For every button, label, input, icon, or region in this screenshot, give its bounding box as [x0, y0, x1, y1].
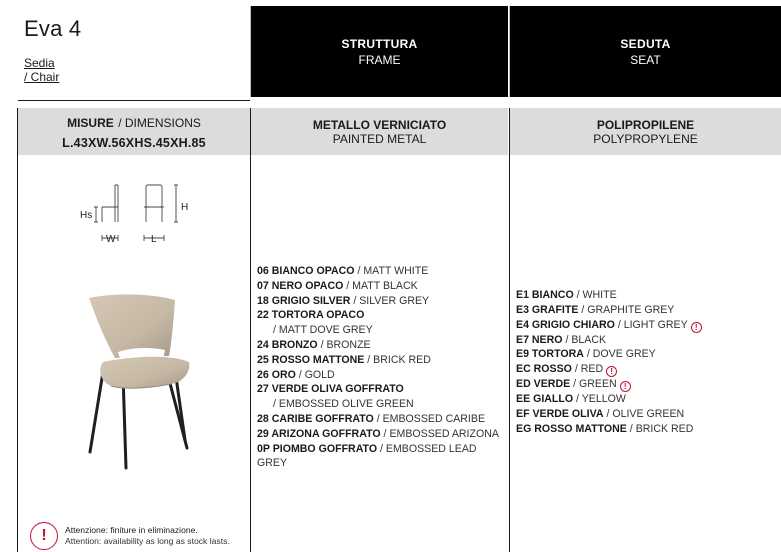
hs-label: Hs — [80, 210, 93, 221]
color-code: 18 GRIGIO SILVER — [257, 294, 351, 307]
color-code: 0P PIOMBO GOFFRATO — [257, 442, 378, 455]
column-border — [17, 108, 18, 552]
frame-color-list — [257, 264, 507, 471]
dimensions-header — [18, 108, 250, 155]
seat-header-it: SEDUTA — [620, 36, 671, 51]
seat-header — [510, 6, 781, 97]
color-name-en: / MATT WHITE — [354, 265, 429, 277]
color-list-item — [516, 288, 778, 303]
header-divider — [250, 6, 251, 97]
warning-icon: ! — [620, 381, 631, 392]
color-name-en: / BRONZE — [317, 338, 371, 351]
warning-icon: ! — [606, 366, 617, 377]
h-label: H — [181, 202, 189, 213]
product-title-block — [24, 16, 244, 84]
color-name-en: / EMBOSSED OLIVE GREEN — [273, 398, 414, 411]
color-code: EE GIALLO — [516, 393, 574, 406]
color-code: 22 TORTORA OPACO — [257, 309, 365, 322]
frame-header-en: FRAME — [358, 52, 401, 67]
color-name-en: / MATT DOVE GREY — [273, 324, 373, 337]
frame-material-en: PAINTED METAL — [332, 131, 427, 146]
color-name-en: / OLIVE GREEN — [603, 407, 685, 420]
w-label: W — [106, 234, 116, 245]
color-name-en: / EMBOSSED ARIZONA — [380, 427, 499, 440]
discontinued-warning — [30, 522, 248, 550]
color-code: EC ROSSO — [516, 363, 572, 376]
chair-photo — [63, 290, 213, 490]
color-name-en: / GRAPHITE GREY — [578, 303, 675, 316]
chair-front-view-icon — [144, 185, 164, 222]
color-list-item — [257, 264, 507, 279]
dimension-drawing — [78, 182, 198, 252]
frame-header-it: STRUTTURA — [341, 36, 418, 51]
seat-header-en: SEAT — [630, 52, 661, 67]
product-type-en[interactable]: / Chair — [24, 70, 60, 84]
dimensions-label-it: MISURE — [67, 115, 114, 130]
color-list-item — [257, 338, 507, 353]
color-name-en: / YELLOW — [573, 393, 626, 406]
color-code: 24 BRONZO — [257, 338, 318, 351]
product-title: Eva 4 — [24, 16, 82, 41]
color-code: 28 CARIBE GOFFRATO — [257, 412, 374, 425]
color-code: 07 NERO OPACO — [257, 279, 344, 292]
color-list-item — [257, 323, 507, 338]
color-name-en: / DOVE GREY — [583, 348, 656, 361]
color-list-item — [257, 308, 507, 323]
seat-color-list — [516, 288, 778, 437]
warning-text-it: Attenzione: finiture in eliminazione. — [65, 525, 198, 535]
color-name-en: / WHITE — [573, 289, 617, 301]
color-code: 06 BIANCO OPACO — [257, 265, 355, 277]
color-list-item — [516, 422, 778, 437]
color-name-en: / SILVER GREY — [350, 294, 430, 307]
color-name-en: / EMBOSSED LEAD GREY — [257, 442, 477, 470]
color-list-item — [257, 294, 507, 309]
color-list-item — [257, 279, 507, 294]
header-divider — [509, 6, 510, 97]
color-code: E9 TORTORA — [516, 348, 584, 361]
color-code: E3 GRAFITE — [516, 303, 579, 316]
column-border — [509, 108, 510, 552]
color-name-en: / EMBOSSED CARIBE — [373, 412, 486, 425]
color-list-item — [516, 407, 778, 422]
dimensions-value: L.43XW.56XHS.45XH.85 — [62, 135, 206, 150]
color-name-en: / GREEN — [570, 378, 617, 391]
frame-material-header — [251, 108, 508, 155]
color-name-en: / RED — [571, 363, 604, 376]
color-code: EG ROSSO MATTONE — [516, 422, 627, 435]
dimensions-label-en: / DIMENSIONS — [118, 115, 201, 130]
color-list-item — [516, 303, 778, 318]
color-list-item — [516, 377, 778, 392]
title-divider — [18, 100, 250, 101]
color-code: E1 BIANCO — [516, 289, 574, 301]
color-code: E7 NERO — [516, 333, 563, 346]
color-code: 26 ORO — [257, 368, 296, 381]
color-name-en: / BLACK — [562, 333, 607, 346]
color-list-item — [516, 362, 778, 377]
color-list-item — [257, 382, 507, 397]
color-name-en: / BRICK RED — [626, 422, 694, 435]
frame-material-it: METALLO VERNICIATO — [312, 117, 447, 132]
color-code: ED VERDE — [516, 378, 571, 391]
color-name-en: / MATT BLACK — [343, 279, 418, 292]
color-code: EF VERDE OLIVA — [516, 407, 604, 420]
column-border — [250, 108, 251, 552]
color-list-item — [257, 412, 507, 427]
seat-material-header — [510, 108, 781, 155]
color-code: 29 ARIZONA GOFFRATO — [257, 427, 381, 440]
warning-text-en: Attention: availability as long as stock lasts. — [65, 536, 230, 546]
color-name-en: / GOLD — [295, 368, 335, 381]
warning-icon: ! — [691, 322, 702, 333]
frame-header — [251, 6, 508, 97]
color-list-item — [257, 353, 507, 368]
color-code: E4 GRIGIO CHIARO — [516, 318, 615, 331]
seat-material-en: POLYPROPYLENE — [593, 131, 698, 146]
color-list-item — [516, 333, 778, 348]
color-name-en: / BRICK RED — [364, 353, 431, 366]
product-type-it[interactable]: Sedia — [24, 56, 55, 70]
seat-material-it: POLIPROPILENE — [596, 117, 695, 132]
color-code: 27 VERDE OLIVA GOFFRATO — [257, 383, 404, 396]
color-list-item — [516, 392, 778, 407]
color-list-item — [257, 368, 507, 383]
color-name-en: / LIGHT GREY — [614, 318, 688, 331]
l-label: L — [151, 234, 157, 245]
color-list-item — [516, 347, 778, 362]
warning-icon: ! — [30, 522, 58, 550]
color-list-item — [257, 397, 507, 412]
chair-side-view-icon — [102, 185, 118, 222]
color-list-item — [257, 427, 507, 442]
color-list-item — [257, 442, 507, 472]
color-code: 25 ROSSO MATTONE — [257, 353, 365, 366]
color-list-item — [516, 318, 778, 333]
